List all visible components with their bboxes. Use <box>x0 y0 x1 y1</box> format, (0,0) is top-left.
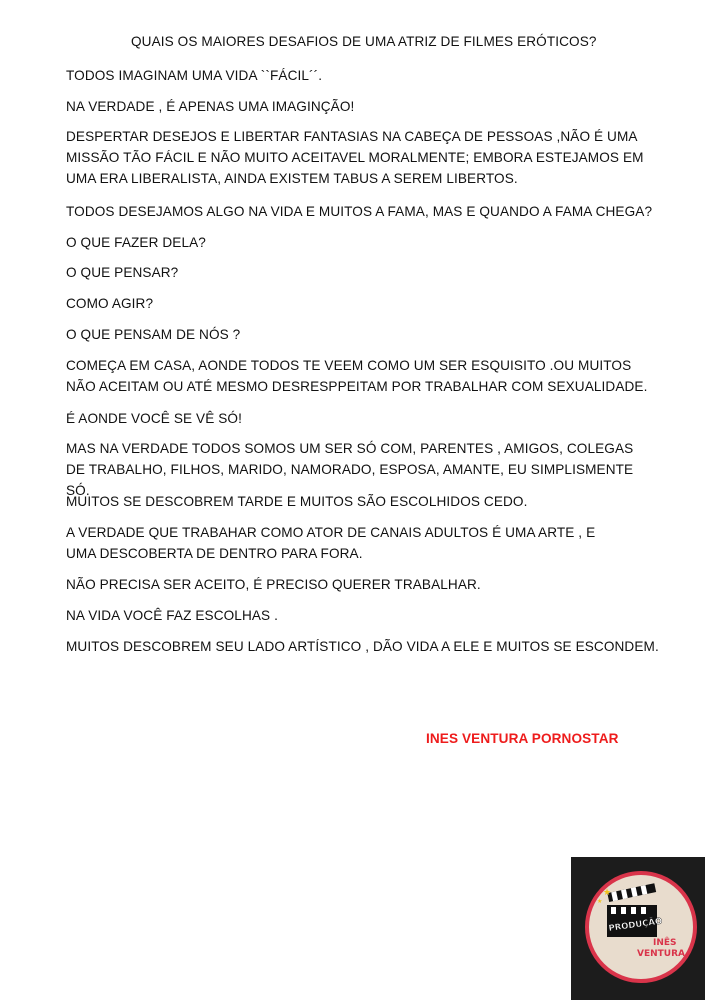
logo-production-text: PRODUÇÃO <box>608 916 663 934</box>
paragraph-13: A VERDADE QUE TRABAHAR COMO ATOR DE CANAIS ADULTOS É UMA ARTE , E UMA DESCOBERTA DE DENTRO PARA FORA. <box>66 525 596 561</box>
paragraph-4: TODOS DESEJAMOS ALGO NA VIDA E MUITOS A FAMA, MAS E QUANDO A FAMA CHEGA? <box>66 204 653 219</box>
svg-text:★: ★ <box>597 898 603 905</box>
logo-badge <box>585 871 697 983</box>
paragraph-10: É AONDE VOCÊ SE VÊ SÓ! <box>66 411 242 426</box>
paragraph-12: MUITOS SE DESCOBREM TARDE E MUITOS SÃO ESCOLHIDOS CEDO. <box>66 494 528 509</box>
paragraph-7: COMO AGIR? <box>66 296 154 311</box>
paragraph-15: NA VIDA VOCÊ FAZ ESCOLHAS . <box>66 608 278 623</box>
logo-name-line2: VENTURA <box>637 949 685 959</box>
paragraph-8: O QUE PENSAM DE NÓS ? <box>66 327 241 342</box>
svg-text:★: ★ <box>603 888 612 898</box>
paragraph-5: O QUE FAZER DELA? <box>66 235 206 250</box>
document-title: QUAIS OS MAIORES DESAFIOS DE UMA ATRIZ DE FILMES ERÓTICOS? <box>131 34 597 49</box>
paragraph-3: DESPERTAR DESEJOS E LIBERTAR FANTASIAS NA CABEÇA DE PESSOAS ,NÃO É UMA MISSÃO TÃO FÁCIL E NÃO MUITO ACEITAVEL MORALMENTE; EMBORA ESTEJAMOS EM UMA ERA LIBERALISTA, AINDA EXISTEM TABUS A SEREM LIBERTOS. <box>66 129 644 186</box>
clapperboard-icon <box>589 875 693 979</box>
paragraph-1: TODOS IMAGINAM UMA VIDA ``FÁCIL´´. <box>66 68 323 83</box>
paragraph-11: MAS NA VERDADE TODOS SOMOS UM SER SÓ COM, PARENTES , AMIGOS, COLEGAS DE TRABALHO, FILHOS, MARIDO, NAMORADO, ESPOSA, AMANTE, EU SIMPLISMENTE SÓ. <box>66 441 634 498</box>
paragraph-9: COMEÇA EM CASA, AONDE TODOS TE VEEM COMO UM SER ESQUISITO .OU MUITOS NÃO ACEITAM OU ATÉ MESMO DESRESPPEITAM POR TRABALHAR COM SEXUALIDADE. <box>66 358 648 394</box>
signature: INES VENTURA PORNOSTAR <box>426 731 619 746</box>
paragraph-6: O QUE PENSAR? <box>66 265 179 280</box>
paragraph-2: NA VERDADE , É APENAS UMA IMAGINÇÃO! <box>66 99 355 114</box>
paragraph-14: NÃO PRECISA SER ACEITO, É PRECISO QUERER TRABALHAR. <box>66 577 481 592</box>
production-logo <box>571 857 705 1000</box>
logo-name-line1: INÊS <box>653 938 677 948</box>
paragraph-16: MUITOS DESCOBREM SEU LADO ARTÍSTICO , DÃO VIDA A ELE E MUITOS SE ESCONDEM. <box>66 639 659 654</box>
